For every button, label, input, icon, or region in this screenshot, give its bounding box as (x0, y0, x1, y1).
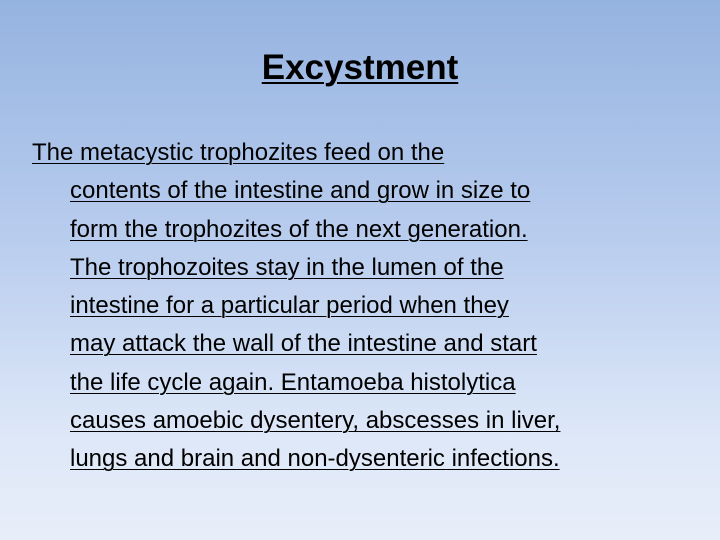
slide-body-text (32, 134, 682, 479)
body-line-7: the life cycle again. Entamoeba histolytica (70, 368, 516, 396)
body-line-1: The metacystic trophozites feed on the (32, 139, 445, 166)
body-line-5: intestine for a particular period when they (70, 292, 509, 320)
slide-title: Excystment (261, 48, 459, 87)
body-line-8: causes amoebic dysentery, abscesses in liver, (70, 407, 561, 435)
body-line-6: may attack the wall of the intestine and start (70, 330, 537, 358)
body-line-3: form the trophozites of the next generation. (70, 215, 528, 243)
body-line-2: contents of the intestine and grow in size to (70, 177, 531, 205)
body-line-4: The trophozoites stay in the lumen of the (70, 253, 504, 281)
body-line-9: lungs and brain and non-dysenteric infections. (70, 445, 560, 473)
